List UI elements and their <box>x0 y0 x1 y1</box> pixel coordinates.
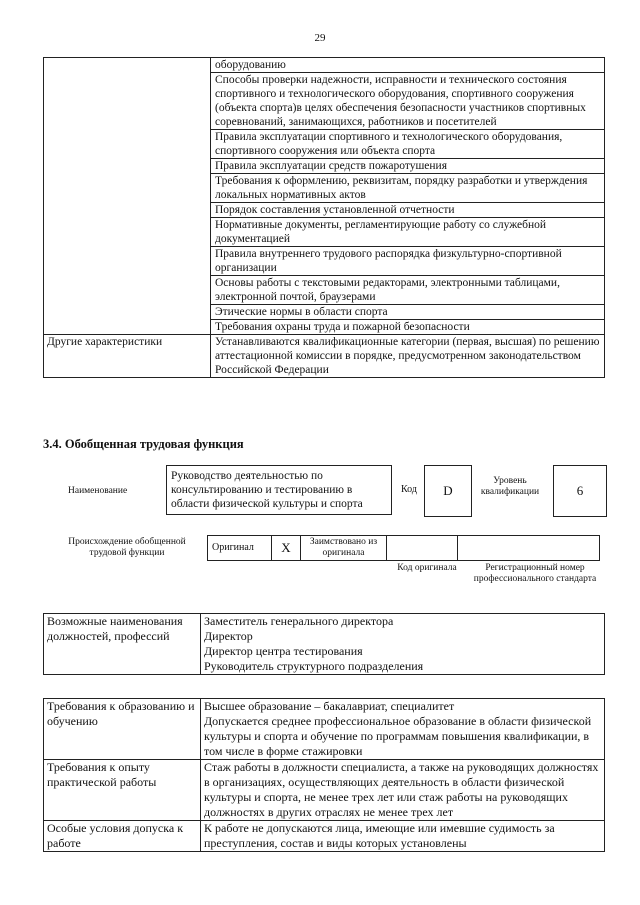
knowledge-item: Способы проверки надежности, исправности и технического состояния спортивного и технологического оборудования, спортивного сооружения (объекта спорта)в целях обеспечения безопасности участников спортивных соревнований, занимающихся, работников и посетителей <box>211 73 605 130</box>
requirements-table <box>43 698 605 852</box>
origin-label: Происхождение обобщенной трудовой функции <box>68 537 186 558</box>
knowledge-item: Требования охраны труда и пожарной безопасности <box>211 320 605 335</box>
special-conditions-value: К работе не допускаются лица, имеющие или имевшие судимость за преступления, состав и виды которых установлены <box>201 821 605 852</box>
qualification-level-box: 6 <box>553 465 607 517</box>
original-mark: X <box>272 536 301 561</box>
experience-value: Стаж работы в должности специалиста, а также на руководящих должностях в организациях, осуществляющих деятельность в области физической культуры и спорта, не менее трех лет или стаж работы на руководящих должностях в других отраслях не менее трех лет <box>201 760 605 821</box>
other-characteristics-value: Устанавливаются квалификационные категории (первая, высшая) по решению аттестационной комиссии в порядке, предусмотренном законодательством Российской Федерации <box>211 335 605 378</box>
positions-list <box>201 614 605 675</box>
position-item: Директор центра тестирования <box>204 644 363 658</box>
position-item: Директор <box>204 629 253 643</box>
required-knowledge-table <box>43 57 605 378</box>
knowledge-item: Правила эксплуатации средств пожаротушения <box>211 159 605 174</box>
original-code-cell <box>387 536 458 561</box>
original-code-label: Код оригинала <box>397 563 457 573</box>
position-item: Заместитель генерального директора <box>204 614 394 628</box>
position-item: Руководитель структурного подразделения <box>204 659 424 673</box>
knowledge-item: Правила эксплуатации спортивного и технологического оборудования, спортивного сооружения или объекта спорта <box>211 130 605 159</box>
experience-label: Требования к опыту практической работы <box>44 760 201 821</box>
function-name-box: Руководство деятельностью по консультированию и тестированию в области физической культуры и спорта <box>166 465 392 515</box>
code-label: Код <box>401 484 417 495</box>
reg-number-label: Регистрационный номер профессионального стандарта <box>473 563 597 584</box>
positions-label: Возможные наименования должностей, профессий <box>44 614 201 675</box>
knowledge-item: Нормативные документы, регламентирующие работу со служебной документацией <box>211 218 605 247</box>
education-label: Требования к образованию и обучению <box>44 699 201 760</box>
original-label: Оригинал <box>208 536 272 561</box>
education-item: Допускается среднее профессиональное образование в области физической культуры и спорта и обучение по программам повышения квалификации, в том числе в форме стажировки <box>204 714 592 758</box>
knowledge-item: Порядок составления установленной отчетности <box>211 203 605 218</box>
knowledge-label-cell <box>44 58 211 335</box>
knowledge-item: Основы работы с текстовыми редакторами, электронными таблицами, электронной почтой, браузерами <box>211 276 605 305</box>
other-characteristics-label: Другие характеристики <box>44 335 211 378</box>
qualification-level-label: Уровень квалификации <box>480 476 540 497</box>
knowledge-item: оборудованию <box>211 58 605 73</box>
education-item: Высшее образование – бакалавриат, специалитет <box>204 699 455 713</box>
reg-number-cell <box>458 536 600 561</box>
knowledge-item: Этические нормы в области спорта <box>211 305 605 320</box>
positions-table <box>43 613 605 675</box>
page-number: 29 <box>314 32 326 44</box>
special-conditions-label: Особые условия допуска к работе <box>44 821 201 852</box>
borrowed-label: Заимствовано из оригинала <box>301 536 387 561</box>
education-value <box>201 699 605 760</box>
section-heading: 3.4. Обобщенная трудовая функция <box>43 437 244 451</box>
origin-table <box>207 535 600 561</box>
knowledge-item: Правила внутреннего трудового распорядка физкультурно-спортивной организации <box>211 247 605 276</box>
name-label: Наименование <box>68 486 128 496</box>
knowledge-item: Требования к оформлению, реквизитам, порядку разработки и утверждения локальных нормативных актов <box>211 174 605 203</box>
code-value-box: D <box>424 465 472 517</box>
